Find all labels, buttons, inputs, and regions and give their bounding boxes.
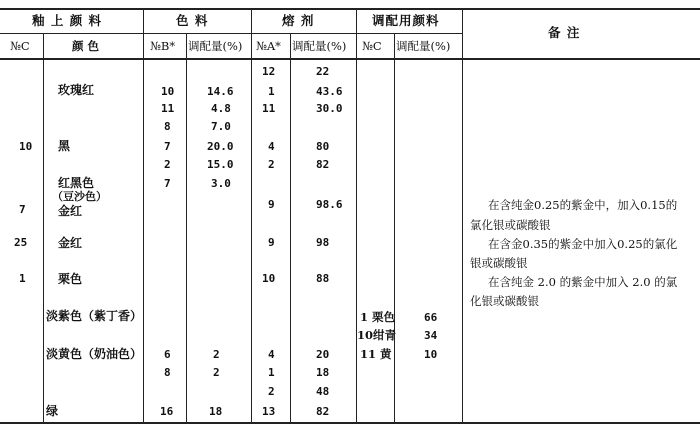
pigment-no: 16 [160, 405, 174, 418]
pigment-no: 2 [164, 158, 171, 171]
remark-line: 在含纯金 2.0 的紫金中加入 2.0 的氯 [488, 275, 678, 289]
remark-line: 在含纯金0.25的紫金中，加入0.15的 [488, 198, 678, 212]
mix-pct: 66 [424, 311, 438, 324]
color-name-rose-red: 玫瑰红 [58, 83, 95, 97]
flux-no: 9 [268, 236, 275, 249]
col-divider-c [43, 34, 44, 422]
flux-no: 11 [262, 102, 276, 115]
remark-line: 在含金0.35的紫金中加入0.25的氯化 [488, 237, 678, 251]
pigment-no: 10 [161, 85, 175, 98]
header-ratio-b: 调配量(%) [188, 39, 243, 53]
flux-pct: 88 [316, 272, 330, 285]
pigment-no: 7 [164, 140, 171, 153]
color-no: 7 [19, 203, 26, 216]
flux-no: 2 [268, 385, 275, 398]
pigment-pct: 2 [213, 366, 220, 379]
flux-no: 2 [268, 158, 275, 171]
mix-no: 1 栗色 [360, 310, 396, 324]
pigment-no: 6 [164, 348, 171, 361]
flux-no: 10 [262, 272, 276, 285]
flux-pct: 22 [316, 65, 330, 78]
header-color: 颜 色 [72, 39, 100, 53]
remark-line: 化银或碳酸银 [470, 294, 539, 308]
color-name-red-black-alias: （豆沙色） [52, 190, 107, 203]
pigment-pct: 20.0 [207, 140, 234, 153]
header-no-c: №C [10, 39, 30, 53]
flux-pct: 48 [316, 385, 330, 398]
pigment-pct: 14.6 [207, 85, 234, 98]
header-glaze-pigment: 釉 上 颜 料 [32, 13, 103, 28]
remark-line: 氯化银或碳酸银 [470, 218, 551, 232]
pigment-no: 11 [161, 102, 175, 115]
pigment-no: 8 [164, 366, 171, 379]
flux-no: 1 [268, 85, 275, 98]
flux-pct: 18 [316, 366, 330, 379]
color-name-chestnut: 栗色 [58, 272, 83, 286]
flux-pct: 30.0 [316, 102, 343, 115]
header-no-a: №A* [256, 39, 281, 53]
col-divider-a [290, 34, 291, 422]
header-ratio-c: 调配量(%) [396, 39, 451, 53]
color-no: 10 [19, 140, 33, 153]
color-no: 1 [19, 272, 26, 285]
color-name-green: 绿 [46, 404, 59, 418]
header-ratio-a: 调配量(%) [292, 39, 347, 53]
flux-no: 13 [262, 405, 276, 418]
color-name-black: 黑 [58, 139, 71, 153]
pigment-pct: 3.0 [211, 177, 231, 190]
flux-no: 1 [268, 366, 275, 379]
pigment-pct: 4.8 [211, 102, 231, 115]
color-name-lilac: 淡紫色（紫丁香） [46, 309, 143, 323]
color-name-red-black: 红黑色 [58, 176, 95, 190]
flux-pct: 98 [316, 236, 330, 249]
header-remarks: 备 注 [548, 25, 581, 40]
remark-line: 银或碳酸银 [470, 256, 528, 270]
header-no-c2: №C [362, 39, 382, 53]
flux-pct: 82 [316, 405, 330, 418]
flux-pct: 98.6 [316, 198, 343, 211]
pigment-no: 7 [164, 177, 171, 190]
color-name-gold-red: 金红 [58, 236, 83, 250]
mix-pct: 34 [424, 329, 438, 342]
header-mixing-pigment: 调配用颜料 [372, 13, 440, 28]
flux-no: 4 [268, 348, 275, 361]
header-flux: 熔 剂 [282, 13, 315, 28]
col-divider-flux [356, 9, 357, 422]
pigment-pct: 18 [209, 405, 223, 418]
col-divider-c2 [394, 34, 395, 422]
header-pigment: 色 料 [176, 13, 209, 28]
flux-pct: 20 [316, 348, 330, 361]
col-divider-pigment [251, 9, 252, 422]
header-no-b: №B* [150, 39, 176, 53]
mix-no: 11 黄 [360, 347, 392, 361]
bottom-border [0, 422, 700, 424]
pigment-pct: 2 [213, 348, 220, 361]
color-name-gold-red: 金红 [58, 204, 83, 218]
col-divider-mix [462, 9, 463, 422]
header-mid-rule [0, 33, 462, 34]
flux-pct: 43.6 [316, 85, 343, 98]
pigment-pct: 7.0 [211, 120, 231, 133]
flux-no: 4 [268, 140, 275, 153]
header-bottom-rule [0, 58, 700, 60]
pigment-pct: 15.0 [207, 158, 234, 171]
col-divider-glaze [143, 9, 144, 422]
mix-no: 10绀青 [357, 328, 397, 342]
top-border [0, 8, 700, 10]
mix-pct: 10 [424, 348, 438, 361]
col-divider-b [186, 34, 187, 422]
color-name-cream: 淡黄色（奶油色） [46, 347, 143, 361]
flux-pct: 80 [316, 140, 330, 153]
flux-pct: 82 [316, 158, 330, 171]
flux-no: 12 [262, 65, 276, 78]
flux-no: 9 [268, 198, 275, 211]
pigment-no: 8 [164, 120, 171, 133]
color-no: 25 [14, 236, 28, 249]
